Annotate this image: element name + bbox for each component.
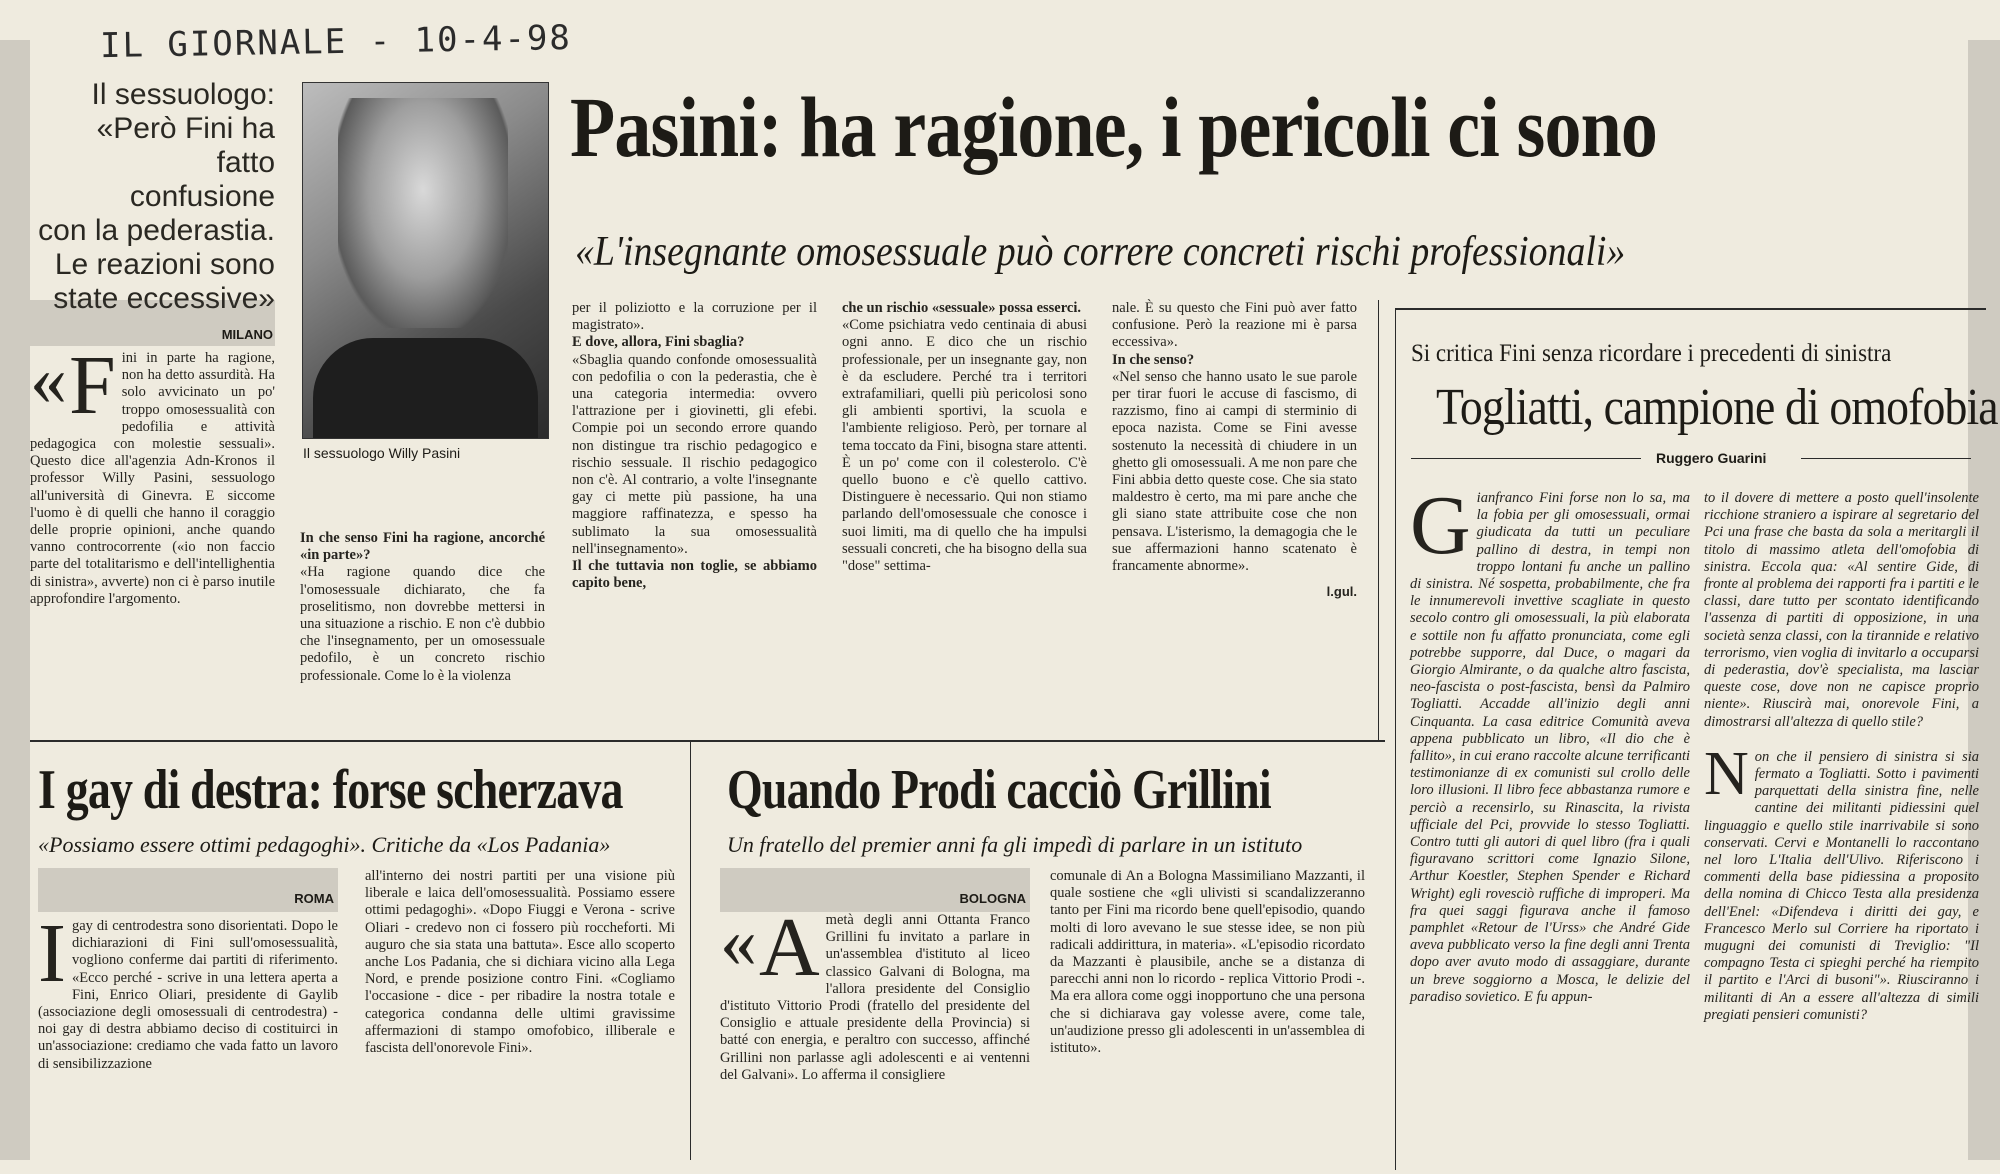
intro-line: Le reazioni sono xyxy=(54,248,275,281)
left-edge-bleed xyxy=(0,40,30,1160)
main-article-col2 xyxy=(300,530,545,685)
prodi-col1 xyxy=(720,901,1030,1084)
paragraph: gay di centrodestra sono disorientati. Dopo le dichiarazioni di Fini sull'omosessualità, vogliono conferme dai partiti di riferimento. «Ecco perché - scrive in una lettera aperta a Fini, Enrico Oliari, presidente di Gaylib (associazione degli omosessuali di centrodestra) - noi gay di destra abbiamo deciso di costituirci in un'associazione: crediamo che vada fatto un lavoro di sensibilizzazione xyxy=(38,918,338,1072)
paragraph: on che il pensiero di sinistra si sia fermato a Togliatti. Sotto i pavimenti parquettati della sinistra fine, nelle cantine dei militanti pidiessini quel linguaggio e quello stile inarrivabile si sono conservati. Cervi e Montanelli lo raccontano nel loro L'Italia dell'Ulivo. Riferiscono i commenti della base pidiessina a proposito della nomina di Chicco Testa alla presidenza dell'Enel: «Difendeva i diritti dei gay, e Francesco Merlo sul Corriere ha riportato i mugugni dei comunisti di Treviglio: "Il compagno Testa ci spieghi perché ha riempito il partito e l'Arci di busoni"». Riusciranno i militanti di An a essere all'altezza di simili pregiati pensieri comunisti? xyxy=(1704,748,1979,1023)
portrait-jacket xyxy=(313,338,538,439)
gay-col1 xyxy=(38,907,338,1073)
byline-rule xyxy=(1801,458,1971,459)
paragraph: ini in parte ha ragione, non ha detto assurdità. Ha solo avvicinato un po' troppo omosessualità con pedofilia e attività pedagogica con molestie sessuali». Questo dice all'agenzia Adn-Kronos il professor Willy Pasini, sessuologo all'università di Ginevra. E siccome l'uomo è di quelli che hanno il coraggio delle proprie opinioni, anche quando vanno controcorrente («io non faccio parte del totalitarismo e dell'intellighentia di sinistra», avverte) non ci è parso inutile approfondire l'argomento. xyxy=(30,350,275,607)
paragraph: metà degli anni Ottanta Franco Grillini fu invitato a parlare in un'assemblea d'istituto al liceo classico Galvani di Bologna, ma l'allora presidente del Consiglio d'istituto Vittorio Prodi (fratello del presidente del Consiglio e attuale presidente della Provincia) si batté con energia, e peraltro con successo, affinché Grillini non parlasse agli adolescenti e ai ventenni del Galvani». Lo afferma il consigliere xyxy=(720,912,1030,1083)
paragraph: «Sbaglia quando confonde omosessualità con pedofilia o con la pederastia, che è una categoria intermedia: ovvero l'attrazione per i giovinetti, gli efebi. Compie poi un secondo errore quando non distingue tra rischio pedagogico e rischio sessuale. Il rischio pedagogico non c'è. Al contrario, a volte l'insegnante gay ci mette più passione, ha una maggiore raffinatezza, e spesso ha sublimato la sua omosessualità nell'insegnamento». xyxy=(572,351,817,557)
paragraph: «Come psichiatra vedo centinaia di abusi ogni anno. E dico che un rischio professionale, per un insegnante gay, non è da escludere. Perché tra i territori extrafamiliari, quelli più pericolosi sono gli ambienti sportivi, la scuola e l'ambiente religioso. Però, per tornare al tema toccato da Fini, bisogna stare attenti. È un po' come con il colesterolo. C'è quello buono e c'è quello cattivo. Distinguere è necessario. Qui non stiamo parlando dell'omosessuale che conosce i suoi limiti, ma di quello che ha impulsi sessuali concreti, che ha bisogno della sua "dose" settima- xyxy=(842,317,1087,575)
dropcap-letter: N xyxy=(1704,739,1749,808)
togliatti-kicker: Si critica Fini senza ricordare i precedenti di sinistra xyxy=(1411,340,1892,367)
togliatti-byline: Ruggero Guarini xyxy=(1656,450,1767,466)
interview-question: In che senso? xyxy=(1112,351,1195,368)
dropcap-quote: « xyxy=(720,901,757,983)
togliatti-col1 xyxy=(1410,479,1690,1006)
article-text xyxy=(30,339,275,608)
dateline: BOLOGNA xyxy=(959,891,1026,906)
interview-question: che un rischio «sessuale» possa esserci. xyxy=(842,300,1081,316)
paragraph: to il dovere di mettere a posto quell'insolente ricchione straniero a ispirare al segretario del Pci una frase che basta da sola a meritargli il titolo di massimo atleta dell'omofobia di sinistra. Eccola qua: «Al sentire Gide, di fronte al problema dei rapporti fra i partiti e le classi, dare tutto per scontato identificando l'assenza di partiti di opposizione, in una società senza classi, con la tirannide e relativo terrorismo, vien voglia di invitarlo a occuparsi di pederastia, dov'è specialista, ma lasciar queste cose, dove non ne capisce proprio niente». Riuscirà mai, onorevole Fini, a dimostrarsi all'altezza di quello stile? xyxy=(1704,490,1979,730)
prodi-article xyxy=(705,740,1385,1160)
main-article-col3 xyxy=(572,300,817,592)
paragraph: «Nel senso che hanno usato le sue parole per tirar fuori le accuse di fascismo, di razzismo, fino ai campi di sterminio di epoca nazista. Come se Fini avesse sostenuto la necessità di chiudere in un ghetto gli omosessuali. A me non pare che Fini abbia detto queste cose. Che sia stato maldestro è certo, ma mi pare anche che gli siano state attribuite cose che non pensava. L'isterismo, la demagogia che le sue affermazioni hanno scatenato è francamente abnorme». xyxy=(1112,368,1357,575)
intro-line: state eccessive» xyxy=(53,282,275,315)
dateline: ROMA xyxy=(294,891,334,906)
portrait-face xyxy=(338,98,508,328)
interview-question: Il che tuttavia non toglie, se abbiamo capito bene, xyxy=(572,558,817,592)
paragraph: per il poliziotto e la corruzione per il magistrato». xyxy=(572,300,817,334)
paragraph: all'interno dei nostri partiti per una visione più liberale e laica dell'omosessualità. Possiamo essere ottimi pedagoghi». «Dopo Fiuggi e Verona - scrive Oliari - credevo non ci fossero più roccheforti. Mi auguro che sia stata una battuta». Esce allo scoperto anche Los Padania, che si dichiara vicino alla Lega Nord, e prende posizione contro Fini. «Cogliamo l'occasione - dice - per ribadire la nostra totale e categorica condanna delle ultimi gravissime affermazioni di stampo omofobico, illiberale e fascista dell'onorevole Fini». xyxy=(365,868,675,1057)
dropcap-letter: A xyxy=(759,901,820,994)
intro-line: confusione xyxy=(129,180,275,213)
gay-article xyxy=(30,740,691,1160)
intro-line: «Però Fini ha fatto xyxy=(96,112,275,179)
paragraph: ianfranco Fini forse non lo sa, ma la fobia per gli omosessuali, ormai giudicata da tutti un peculiare pallino di destra, in tempi non troppo lontani fu anche un pallino di sinistra. Né sospetta, probabilmente, che fra le innumerevoli invettive scagliate in questo secolo contro gli omosessuali, la più elaborata e sottile non fu affatto pronunciata, come egli potrebbe supporre, dal Duce, o magari da Giorgio Almirante, o da qualche altro fascista, neo-fascista o post-fascista, bensì da Palmiro Togliatti. Accadde all'inizio degli anni Cinquanta. La casa editrice Comunità aveva appena pubblicato un libro, «Il dio che è fallito», in cui erano raccolte alcune terrificanti testimonianze di ex comunisti sul crollo delle loro illusioni. Il libro fece abbastanza rumore e perciò a recensirlo, su Rinascita, la rivista ufficiale del Pci, provvide lo stesso Togliatti. Contro tutti gli autori di quel libro (fra i quali figuravano scrittori come Ignazio Silone, Arthur Koestler, Stephen Spender e Richard Wright) egli rovesciò ruffiche di improperi. Ma fra quei saggi figurava anche il famoso pamphlet «Retour de l'Urss» che André Gide aveva pubblicato verso la fine degli anni Trenta dopo aver avuto modo di assaggiare, durante un breve soggiorno a Mosca, le delizie del paradiso sovietico. E fu appun- xyxy=(1410,490,1690,1005)
main-article-col4 xyxy=(842,300,1087,575)
photo-caption: Il sessuologo Willy Pasini xyxy=(303,445,461,461)
togliatti-box xyxy=(1395,308,1998,1170)
gay-headline: I gay di destra: forse scherzava xyxy=(38,759,623,821)
paragraph: comunale di An a Bologna Massimiliano Mazzanti, il quale sostiene che «gli ulivisti si scandalizzeranno tanto per Fini ma ricordo bene quell'episodio, quando molti di loro avevano le sue stesse idee, se non più radicali addirittura, in materia». «L'episodio ricordato da Mazzanti è plausibile, anche se a distanza di parecchi anni non lo ricordo - replica Vittorio Prodi -. Ma era allora come oggi inopportuno che una persona che si dichiarava gay volesse avere, come tale, un'audizione presso gli adolescenti in un'assemblea di istituto». xyxy=(1050,868,1365,1057)
column-divider xyxy=(1378,300,1379,740)
dropcap-letter: G xyxy=(1410,479,1471,572)
paragraph-block xyxy=(1704,739,1979,1024)
intro-line: con la pederastia. xyxy=(38,214,275,247)
main-article-col1 xyxy=(30,300,275,608)
intro-quote xyxy=(30,78,275,316)
prodi-col2 xyxy=(1050,868,1365,1057)
dateline: MILANO xyxy=(221,327,273,342)
main-article-col5 xyxy=(1112,300,1357,600)
intro-line: Il sessuologo: xyxy=(91,78,275,111)
portrait-photo xyxy=(302,82,549,439)
handwritten-source-note: IL GIORNALE - 10-4-98 xyxy=(99,17,573,67)
dropcap-letter: F xyxy=(69,339,116,432)
main-headline: Pasini: ha ragione, i pericoli ci sono xyxy=(570,79,1657,175)
author-signature: l.gul. xyxy=(1326,584,1357,600)
main-subhead: «L'insegnante omosessuale può correre concreti rischi professionali» xyxy=(575,229,1626,275)
prodi-headline: Quando Prodi cacciò Grillini xyxy=(727,759,1271,821)
paragraph: «Ha ragione quando dice che l'omosessuale dichiarato, che fa proselitismo, non dovrebbe mettersi in una situazione a rischio. E non c'è dubbio che l'insegnamento, per un omosessuale pedofilo, è un concreto rischio professionale. Come lo è la violenza xyxy=(300,564,545,684)
byline-rule xyxy=(1411,458,1641,459)
gay-col2 xyxy=(365,868,675,1057)
dateline-bar xyxy=(38,868,338,912)
togliatti-col2 xyxy=(1704,490,1979,1024)
dropcap-quote: « xyxy=(30,339,67,421)
paragraph: nale. È su questo che Fini può aver fatto confusione. Però la reazione mi è parsa eccessiva». xyxy=(1112,300,1357,351)
togliatti-headline: Togliatti, campione di omofobia xyxy=(1436,379,1998,436)
gay-subhead: «Possiamo essere ottimi pedagoghi». Critiche da «Los Padania» xyxy=(38,832,611,857)
dropcap-letter: I xyxy=(38,907,66,1000)
interview-question: In che senso Fini ha ragione, ancorché «in parte»? xyxy=(300,530,545,564)
prodi-subhead: Un fratello del premier anni fa gli impedì di parlare in un istituto xyxy=(727,832,1303,857)
interview-question: E dove, allora, Fini sbaglia? xyxy=(572,334,745,351)
dateline-bar xyxy=(30,300,275,346)
